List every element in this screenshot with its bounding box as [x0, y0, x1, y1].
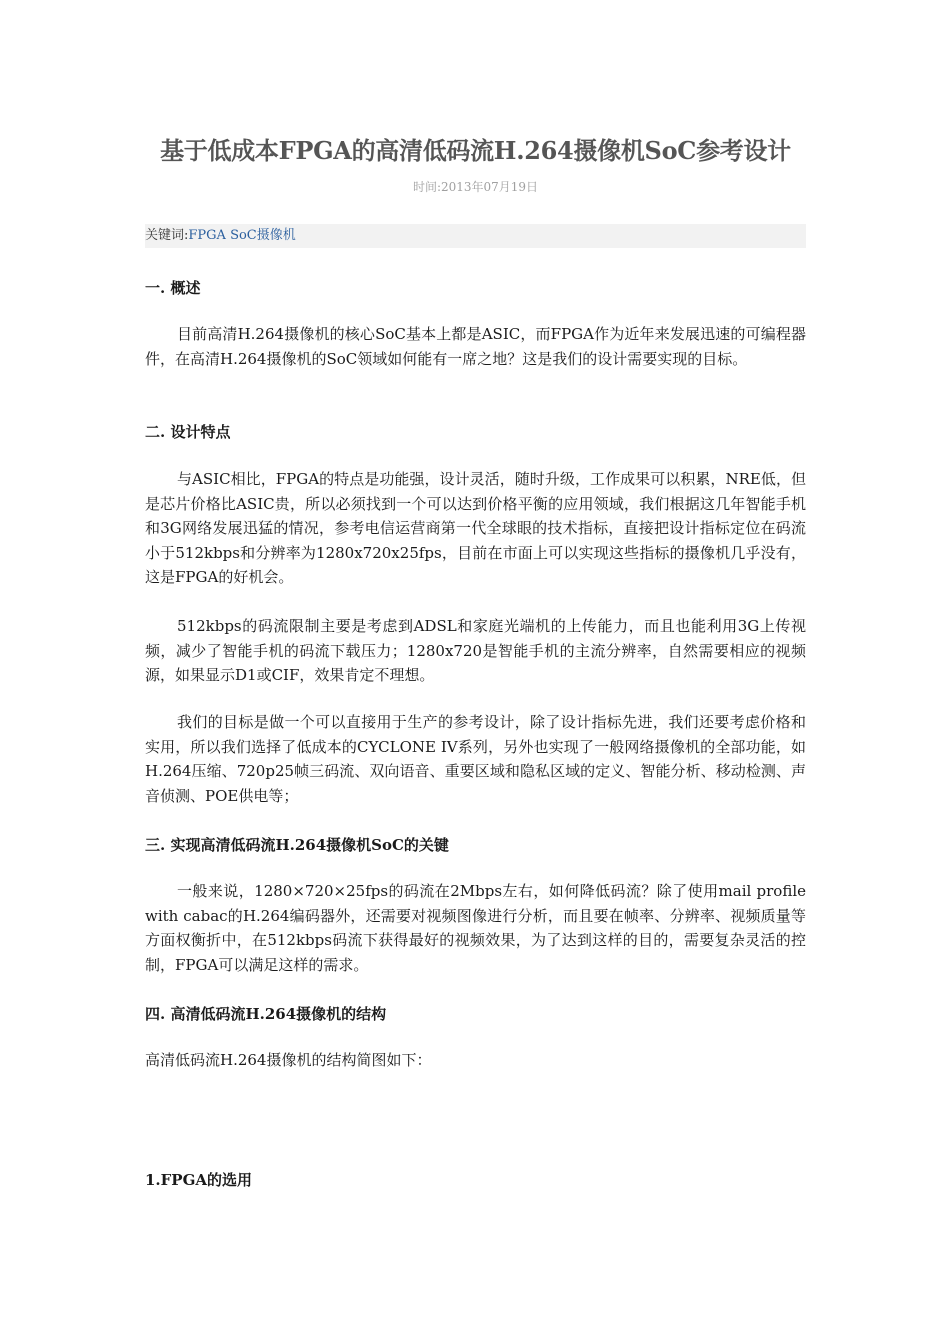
paragraph-features-1: 与ASIC相比，FPGA的特点是功能强，设计灵活，随时升级，工作成果可以积累，NRE低，但是芯片价格比ASIC贵，所以必须找到一个可以达到价格平衡的应用领域，我们根据这几年智能手机和3G网络发展迅猛的情况，参考电信运营商第一代全球眼的技术指标，直接把设计指标定位在码流小于512kbps和分辨率为1280x720x25fps，目前在市面上可以实现这些指标的摄像机几乎没有，这是FPGA的好机会。 [145, 470, 806, 587]
subsection-heading-fpga-selection: 1.FPGA的选用 [145, 1171, 253, 1189]
section-heading-overview: 一. 概述 [145, 279, 201, 297]
paragraph-features-2: 512kbps的码流限制主要是考虑到ADSL和家庭光端机的上传能力，而且也能利用3G上传视频，减少了智能手机的码流下载压力；1280x720是智能手机的主流分辨率，自然需要相应的视频源，如果显示D1或CIF，效果肯定不理想。 [145, 617, 806, 685]
keywords-bar [145, 224, 806, 248]
keywords-link[interactable]: FPGA SoC摄像机 [188, 228, 296, 243]
paragraph-key: 一般来说，1280×720×25fps的码流在2Mbps左右，如何降低码流？除了使用mail profile with cabac的H.264编码器外，还需要对视频图像进行分析，而且要在帧率、分辨率、视频质量等方面权衡折中，在512kbps码流下获得最好的视频效果，为了达到这样的目的，需要复杂灵活的控制，FPGA可以满足这样的需求。 [145, 882, 806, 974]
article-date: 时间:2013年07月19日 [412, 180, 539, 194]
section-heading-key: 三. 实现高清低码流H.264摄像机SoC的关键 [145, 836, 449, 854]
section-heading-structure: 四. 高清低码流H.264摄像机的结构 [145, 1005, 387, 1023]
keywords-label: 关键词: [145, 228, 189, 243]
paragraph-structure: 高清低码流H.264摄像机的结构简图如下： [145, 1051, 432, 1069]
section-heading-features: 二. 设计特点 [145, 423, 231, 441]
paragraph-features-3: 我们的目标是做一个可以直接用于生产的参考设计，除了设计指标先进，我们还要考虑价格和实用，所以我们选择了低成本的CYCLONE IV系列，另外也实现了一般网络摄像机的全部功能，如H.264压缩、720p25帧三码流、双向语音、重要区域和隐私区域的定义、智能分析、移动检测、声音侦测、POE供电等； [145, 713, 806, 805]
paragraph-overview: 目前高清H.264摄像机的核心SoC基本上都是ASIC，而FPGA作为近年来发展迅速的可编程器件，在高清H.264摄像机的SoC领域如何能有一席之地？这是我们的设计需要实现的目标。 [145, 325, 806, 368]
article-title: 基于低成本FPGA的高清低码流H.264摄像机SoC参考设计 [160, 136, 791, 165]
